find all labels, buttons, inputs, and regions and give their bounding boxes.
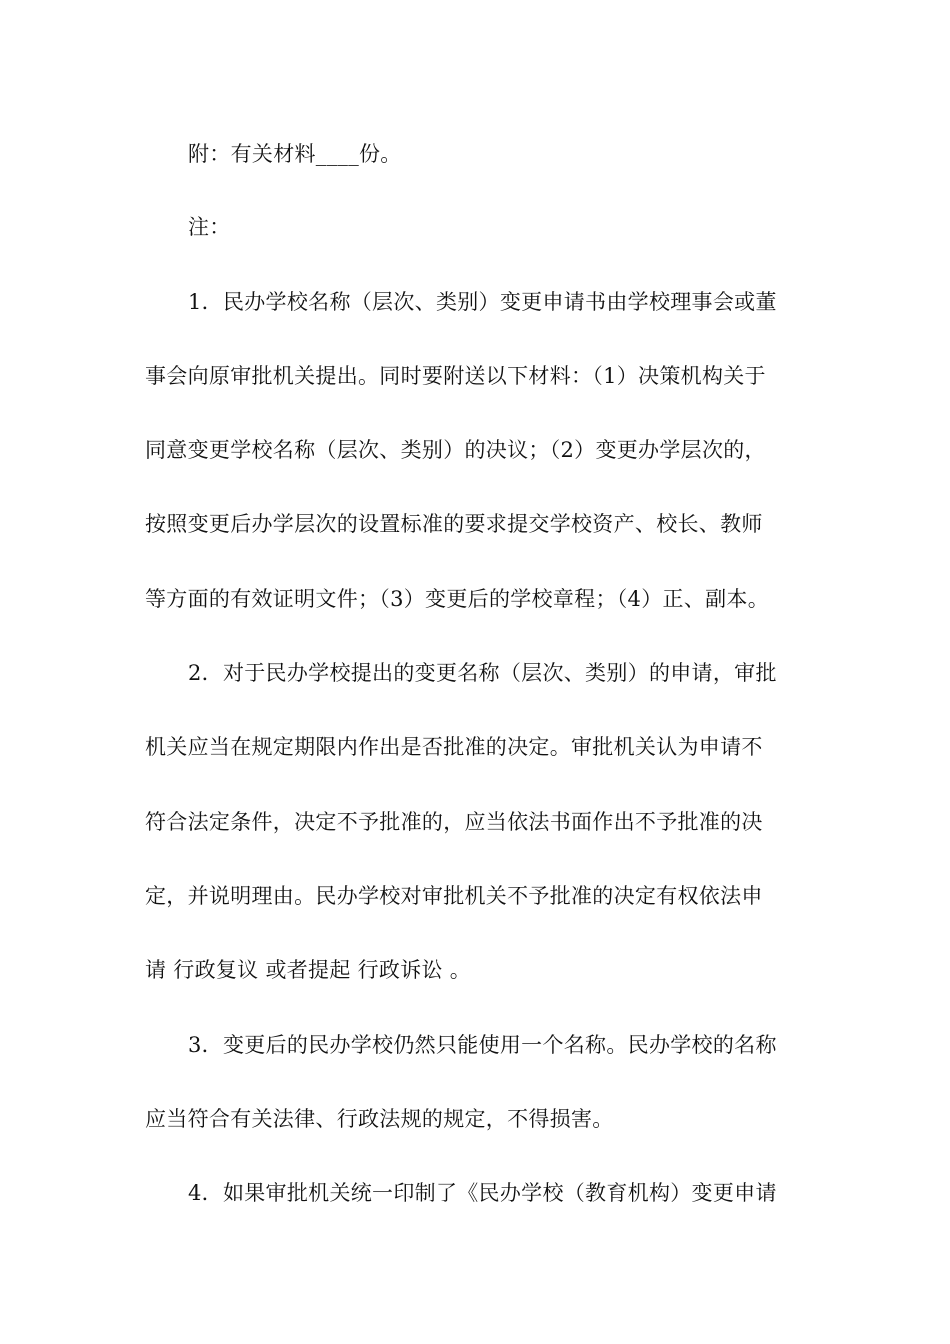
note-2-line-1: 2．对于民办学校提出的变更名称（层次、类别）的申请，审批	[188, 661, 777, 685]
note-2-line-5: 请 行政复议 或者提起 行政诉讼 。	[145, 958, 472, 982]
note-4-line-1: 4．如果审批机关统一印制了《民办学校（教育机构）变更申请	[188, 1181, 777, 1205]
note-2-line-2: 机关应当在规定期限内作出是否批准的决定。审批机关认为申请不	[145, 735, 763, 759]
note-1-line-2: 事会向原审批机关提出。同时要附送以下材料：（1）决策机构关于	[145, 364, 766, 388]
note-3-line-2: 应当符合有关法律、行政法规的规定，不得损害。	[145, 1107, 614, 1131]
note-2-line-4: 定，并说明理由。民办学校对审批机关不予批准的决定有权依法申	[145, 884, 763, 908]
note-heading: 注：	[188, 215, 231, 239]
attachment-line: 附：有关材料____份。	[188, 142, 402, 166]
note-1-line-5: 等方面的有效证明文件；（3）变更后的学校章程；（4）正、副本。	[145, 587, 770, 611]
note-2-line-3: 符合法定条件，决定不予批准的，应当依法书面作出不予批准的决	[145, 810, 763, 834]
note-1-line-3: 同意变更学校名称（层次、类别）的决议；（2）变更办学层次的，	[145, 438, 766, 462]
note-1-line-1: 1．民办学校名称（层次、类别）变更申请书由学校理事会或董	[188, 290, 777, 314]
note-1-line-4: 按照变更后办学层次的设置标准的要求提交学校资产、校长、教师	[145, 512, 763, 536]
note-3-line-1: 3．变更后的民办学校仍然只能使用一个名称。民办学校的名称	[188, 1033, 777, 1057]
